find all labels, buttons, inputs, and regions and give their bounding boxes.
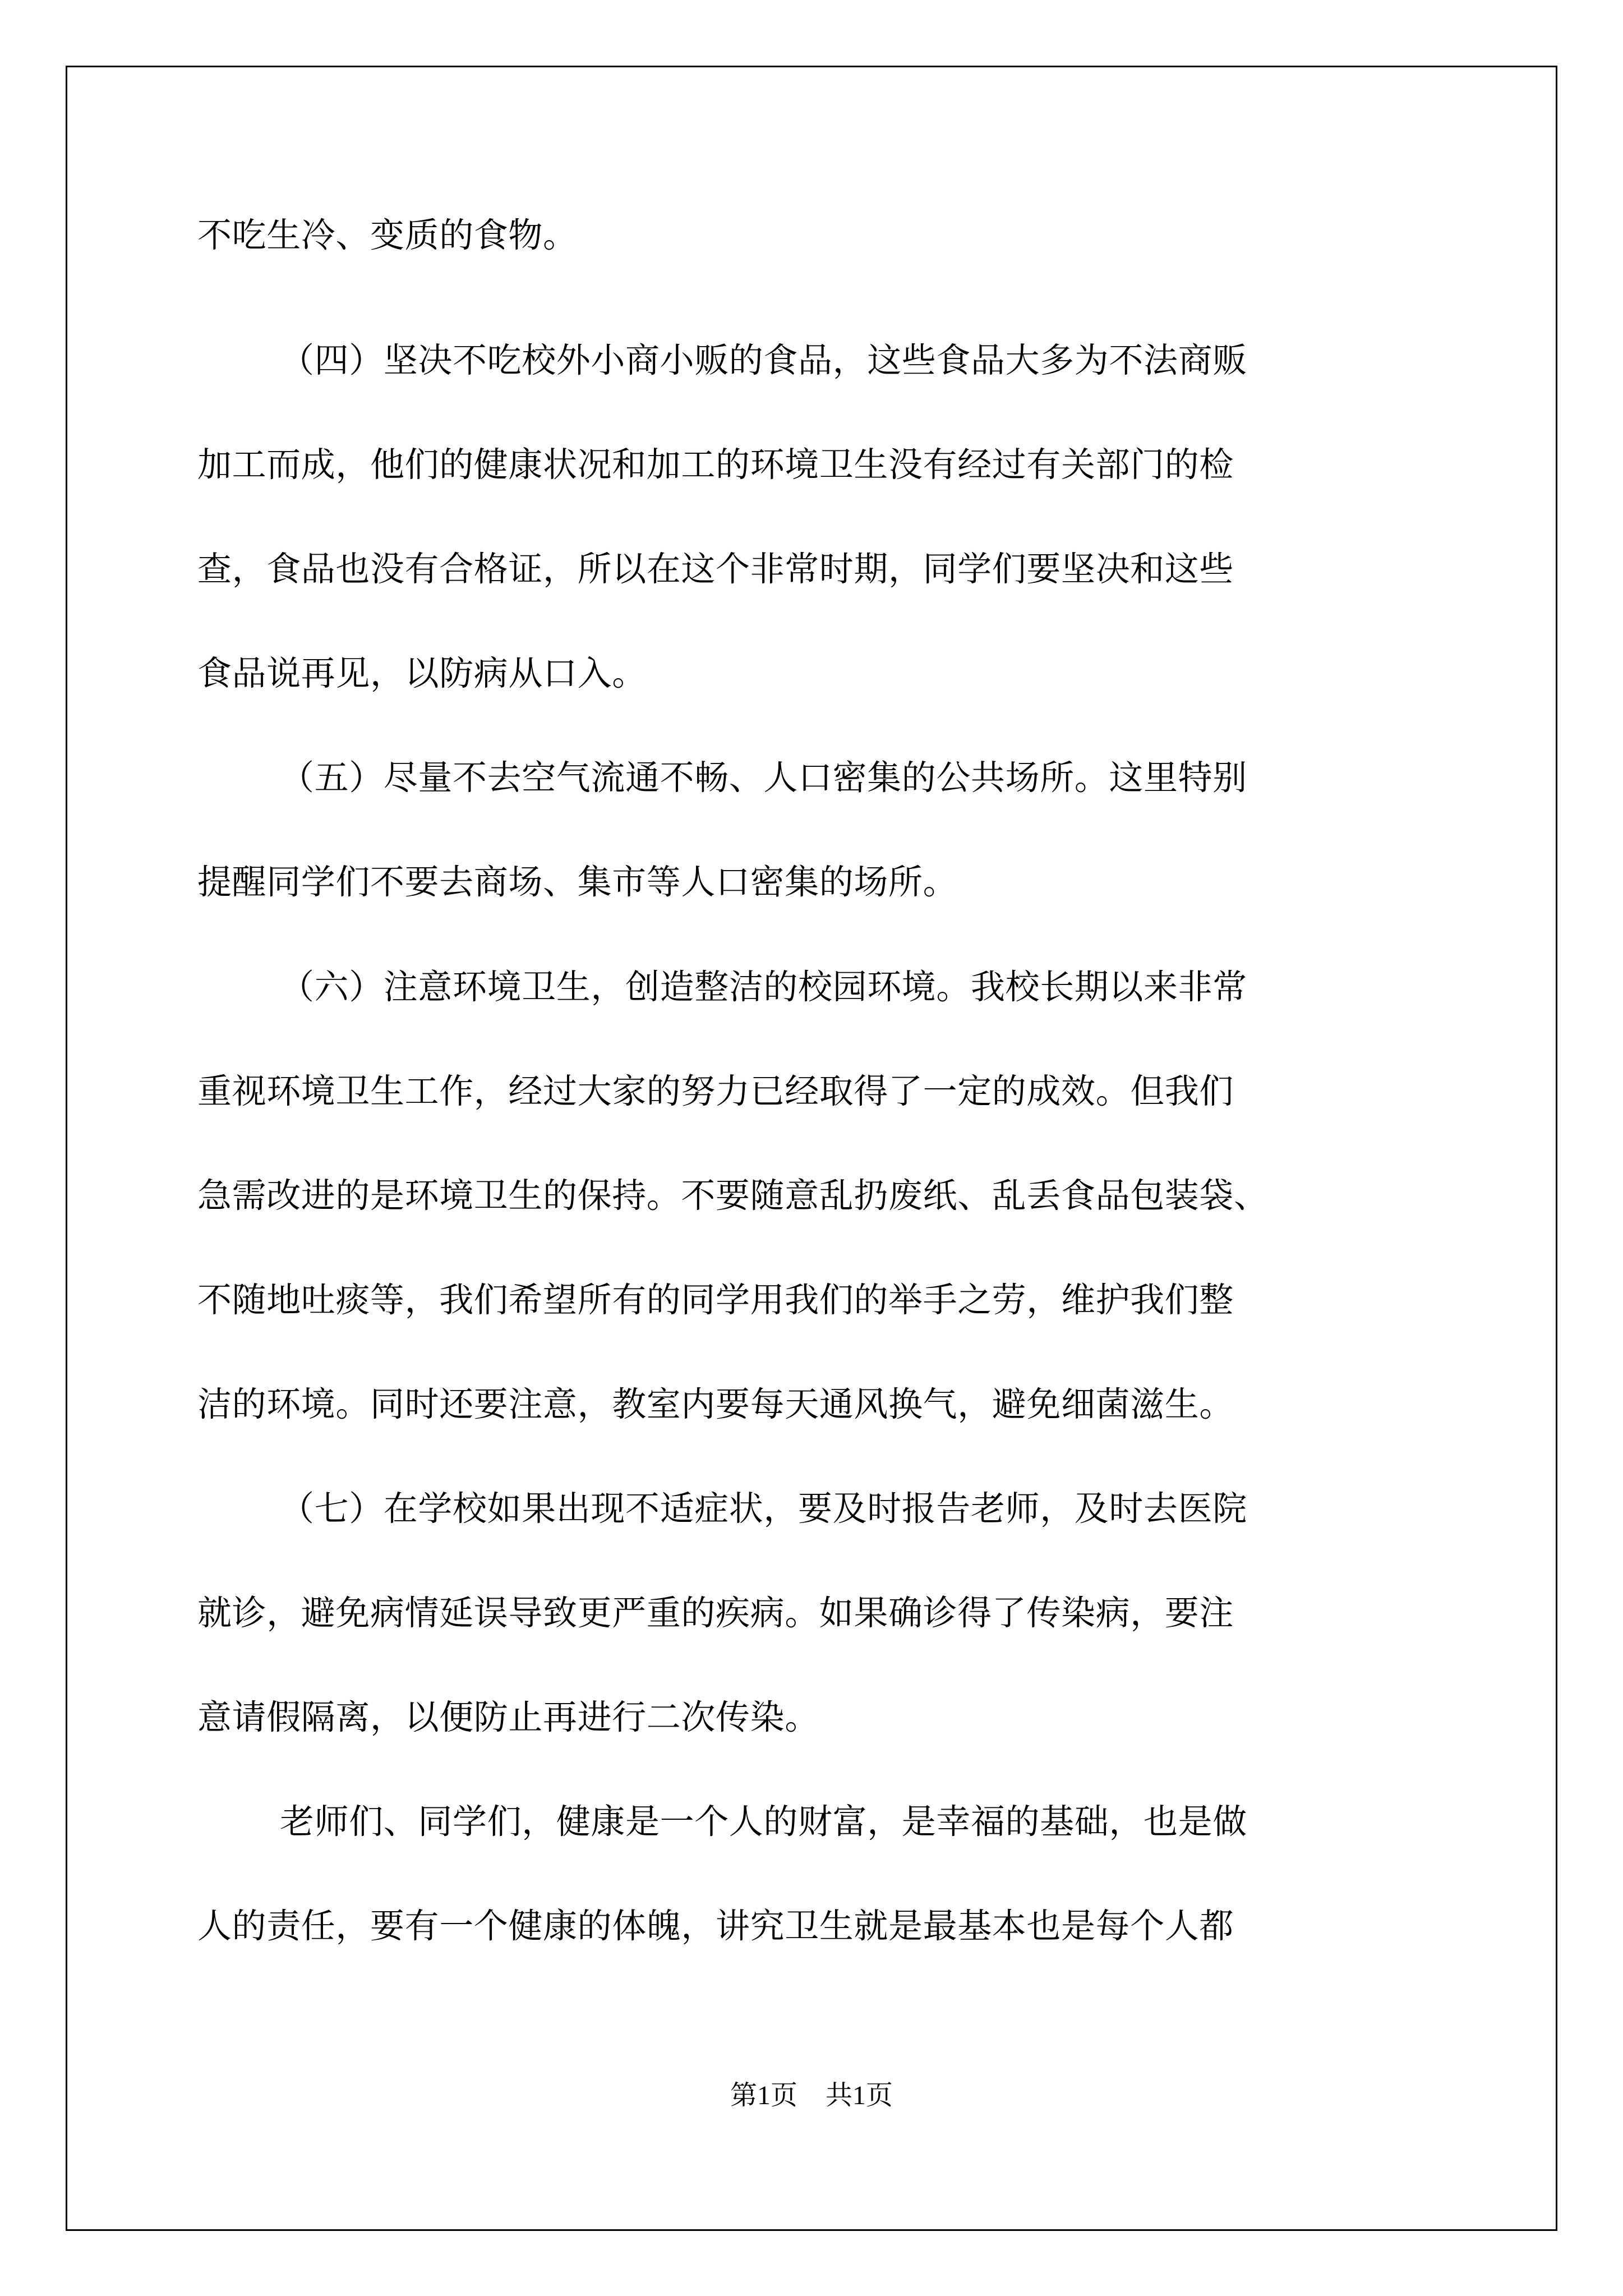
text-line: 加工而成，他们的健康状况和加工的环境卫生没有经过有关部门的检: [197, 445, 1234, 485]
paragraph-start-line: （七）在学校如果出现不适症状，要及时报告老师，及时去医院: [280, 1489, 1247, 1529]
text-line: 食品说再见，以防病从口入。: [197, 654, 647, 693]
text-line: 急需改进的是环境卫生的保持。不要随意乱扔废纸、乱丢食品包装袋、: [197, 1176, 1269, 1216]
paragraph-start-line: 老师们、同学们，健康是一个人的财富，是幸福的基础，也是做: [280, 1802, 1247, 1842]
text-line: 不随地吐痰等，我们希望所有的同学用我们的举手之劳，维护我们整: [197, 1280, 1234, 1320]
text-line: 洁的环境。同时还要注意，教室内要每天通风换气，避免细菌滋生。: [197, 1384, 1234, 1424]
paragraph-start-line: （四）坚决不吃校外小商小贩的食品，这些食品大多为不法商贩: [280, 341, 1247, 380]
paragraph-start-line: （六）注意环境卫生，创造整洁的校园环境。我校长期以来非常: [280, 967, 1247, 1007]
page-number-current: 第1页: [730, 2081, 797, 2110]
text-line: 重视环境卫生工作，经过大家的努力已经取得了一定的成效。但我们: [197, 1071, 1234, 1111]
paragraph-start-line: （五）尽量不去空气流通不畅、人口密集的公共场所。这里特别: [280, 758, 1247, 798]
page-footer: [0, 2079, 1623, 2113]
text-line: 查，食品也没有合格证，所以在这个非常时期，同学们要坚决和这些: [197, 549, 1234, 589]
page-number-total: 共1页: [826, 2081, 893, 2110]
text-line: 不吃生冷、变质的食物。: [197, 215, 578, 255]
text-line: 就诊，避免病情延误导致更严重的疾病。如果确诊得了传染病，要注: [197, 1593, 1234, 1633]
text-line: 意请假隔离，以便防止再进行二次传染。: [197, 1697, 819, 1737]
text-line: 人的责任，要有一个健康的体魄，讲究卫生就是最基本也是每个人都: [197, 1906, 1234, 1946]
text-line: 提醒同学们不要去商场、集市等人口密集的场所。: [197, 862, 958, 902]
